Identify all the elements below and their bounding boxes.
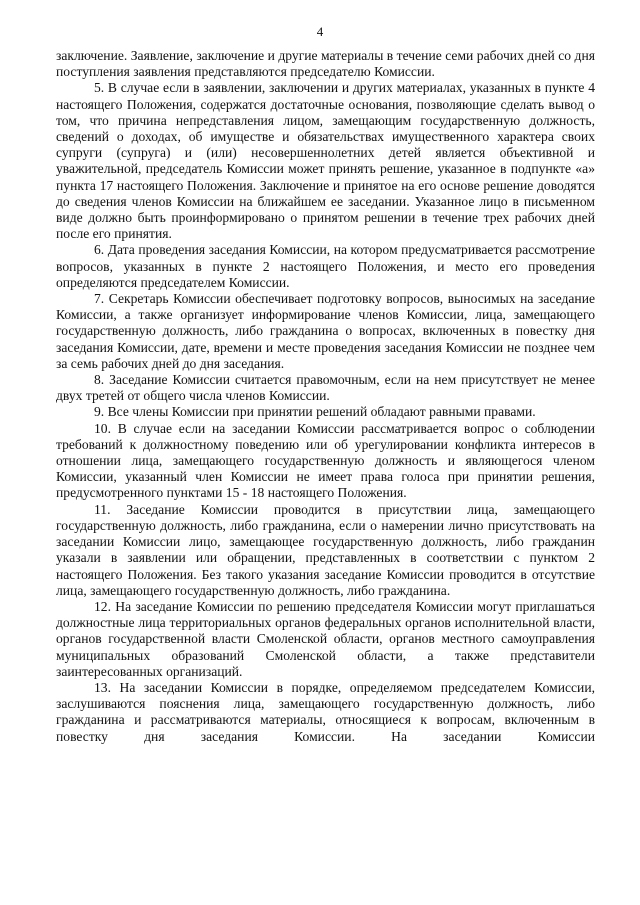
paragraph-item-6: 6. Дата проведения заседания Комиссии, на котором предусматривается рассмотрение вопросов, указанных в пункте 2 настоящего Положения, и место его проведения определяются председателем Комиссии. <box>56 242 595 290</box>
paragraph-item-7: 7. Секретарь Комиссии обеспечивает подготовку вопросов, выносимых на заседание Комиссии, а также организует информирование членов Комиссии, лица, замещающего государственную должность, либо гражданина о вопросах, включенных в повестку дня заседания Комиссии, дате, времени и месте проведения заседания Комиссии не позднее чем за семь рабочих дней до дня заседания. <box>56 291 595 371</box>
paragraph-item-13: 13. На заседании Комиссии в порядке, определяемом председателем Комиссии, заслушиваются пояснения лица, замещающего государственную должность, либо гражданина и рассматриваются материалы, относящиеся к вопросам, включенным в повестку дня заседания Комиссии. На заседании Комиссии <box>56 679 595 744</box>
paragraph-item-5: 5. В случае если в заявлении, заключении и других материалах, указанных в пункте 4 настоящего Положения, содержатся достаточные основания, позволяющие сделать вывод о том, что причина непредставления лицом, замещающим государственную должность, сведений о доходах, об имуществе и обязательствах имущественного характера своих супруги (супруга) и (или) несовершеннолетних детей является объективной и уважительной, председатель Комиссии может принять решение, указанное в подпункте «а» пункта 17 настоящего Положения. Заключение и принятое на его основе решение доводятся до сведения членов Комиссии на ближайшем ее заседании. Указанное лицо в письменном виде должно быть проинформировано о принятом решении в течение трех рабочих дней после его принятия. <box>56 80 595 242</box>
paragraph-item-9: 9. Все члены Комиссии при принятии решений обладают равными правами. <box>94 404 536 420</box>
paragraph-item-8: 8. Заседание Комиссии считается правомочным, если на нем присутствует не менее двух третей от общего числа членов Комиссии. <box>56 372 595 404</box>
page-number: 4 <box>316 24 324 39</box>
paragraph-item-10: 10. В случае если на заседании Комиссии рассматривается вопрос о соблюдении требований к должностному поведению или об урегулировании конфликта интересов в отношении лица, замещающего государственную должность и являющегося членом Комиссии, указанный член Комиссии не имеет права голоса при принятии решения, предусмотренного пунктами 15 - 18 настоящего Положения. <box>56 420 595 501</box>
paragraph-item-11: 11. Заседание Комиссии проводится в присутствии лица, замещающего государственную должность, либо гражданина, если о намерении лично присутствовать на заседании Комиссии лицо, замещающее государственную должность, либо гражданин указали в заявлении или обращении, представленных в соответствии с пунктом 2 настоящего Положения. Без такого указания заседание Комиссии проводится в отсутствие лица, замещающего государственную должность, либо гражданина. <box>56 501 595 598</box>
paragraph-continuation: заключение. Заявление, заключение и другие материалы в течение семи рабочих дней со дня поступления заявления представляются председателю Комиссии. <box>56 48 595 80</box>
document-body <box>56 48 595 745</box>
paragraph-item-12: 12. На заседание Комиссии по решению председателя Комиссии могут приглашаться должностные лица территориальных органов федеральных органов исполнительной власти, органов государственной власти Смоленской области, органов местного самоуправления муниципальных образований Смоленской области, а также представители заинтересованных организаций. <box>56 598 595 679</box>
